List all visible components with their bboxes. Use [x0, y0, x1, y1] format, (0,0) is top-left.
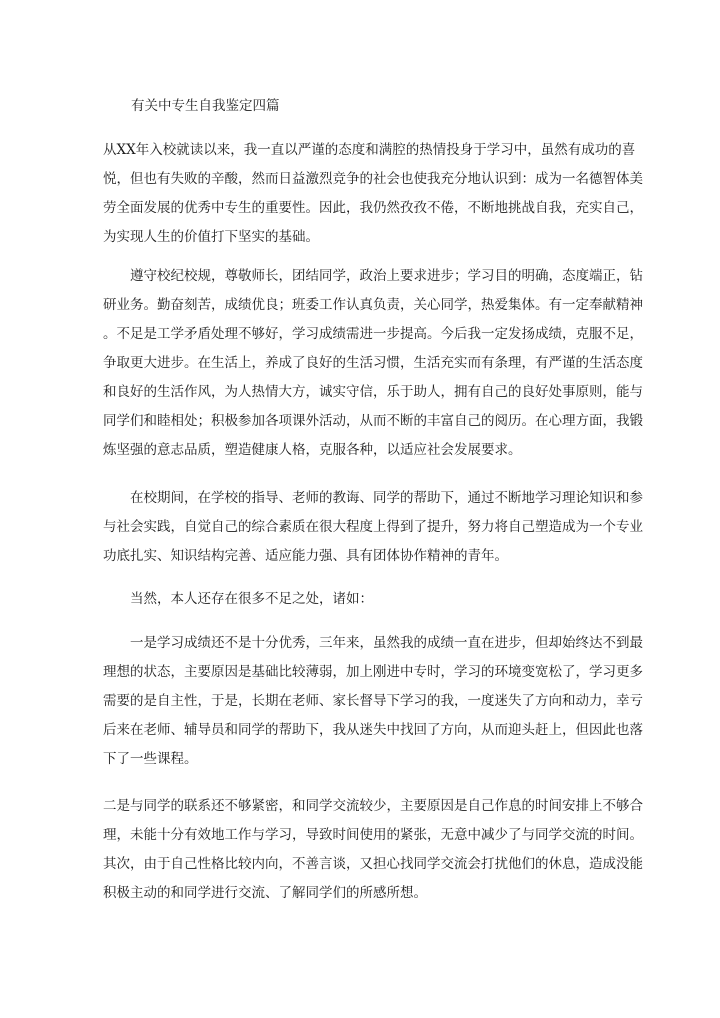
- text-line: 需要的是自主性，于是，长期在老师、家长督导下学习的我，一度迷失了方向和动力，幸亏: [103, 693, 643, 709]
- text-line: 同学们和睦相处；积极参加各项课外活动，从而不断的丰富自己的阅历。在心理方面，我锻: [103, 413, 643, 429]
- text-line: 当然，本人还存在很多不足之处，诸如：: [103, 591, 373, 607]
- text-line: 其次，由于自己性格比较内向，不善言谈，又担心找同学交流会打扰他们的休息，造成没能: [103, 856, 643, 872]
- text-line: 研业务。勤奋刻苦，成绩优良；班委工作认真负责，关心同学，热爱集体。有一定奉献精神: [103, 297, 643, 313]
- text-line: 功底扎实、知识结构完善、适应能力强、具有团体协作精神的青年。: [103, 548, 508, 564]
- text-line: 悦，但也有失败的辛酸，然而日益激烈竞争的社会也使我充分地认识到：成为一名德智体美: [103, 171, 643, 187]
- text-line: 在校期间，在学校的指导、老师的教诲、同学的帮助下，通过不断地学习理论知识和参: [103, 490, 643, 506]
- text-line: 二是与同学的联系还不够紧密，和同学交流较少，主要原因是自己作息的时间安排上不够合: [103, 798, 643, 814]
- paragraph-shortcomings-intro: [103, 585, 624, 614]
- text-line: 一是学习成绩还不是十分优秀，三年来，虽然我的成绩一直在进步，但却始终达不到最: [103, 635, 643, 651]
- text-line: 和良好的生活作风，为人热情大方，诚实守信，乐于助人，拥有自己的良好处事原则，能与: [103, 384, 643, 400]
- text-line: 炼坚强的意志品质，塑造健康人格，克服各种，以适应社会发展要求。: [103, 442, 522, 458]
- text-line: 积极主动的和同学进行交流、了解同学们的所感所想。: [103, 885, 427, 901]
- text-line: 为实现人生的价值打下坚实的基础。: [103, 229, 319, 245]
- paragraph-shortcoming-two: [103, 792, 643, 908]
- paragraph-shortcoming-one: [103, 629, 643, 774]
- text-line: 劳全面发展的优秀中专生的重要性。因此，我仍然孜孜不倦，不断地挑战自我，充实自己，: [103, 200, 643, 216]
- text-line: 争取更大进步。在生活上，养成了良好的生活习惯，生活充实而有条理，有严谨的生活态度: [103, 355, 643, 371]
- paragraph-school-period: [103, 484, 643, 571]
- text-line: 后来在老师、辅导员和同学的帮助下，我从迷失中找回了方向，从而迎头赶上，但因此也落: [103, 722, 643, 738]
- text-line: 下了一些课程。: [103, 751, 198, 767]
- paragraph-intro: [103, 136, 643, 252]
- text-line: 与社会实践，自觉自己的综合素质在很大程度上得到了提升，努力将自己塑造成为一个专业: [103, 519, 643, 535]
- text-line: 。不足是工学矛盾处理不够好，学习成绩需进一步提高。今后我一定发扬成绩，克服不足，: [103, 326, 643, 342]
- text-line: 理想的状态，主要原因是基础比较薄弱，加上刚进中专时，学习的环境变宽松了，学习更多: [103, 664, 643, 680]
- text-line: 遵守校纪校规，尊敬师长，团结同学，政治上要求进步；学习目的明确，态度端正，钻: [103, 268, 643, 284]
- text-line: 理，未能十分有效地工作与学习，导致时间使用的紧张，无意中减少了与同学交流的时间。: [103, 827, 643, 843]
- text-line: 从XX年入校就读以来，我一直以严谨的态度和满腔的热情投身于学习中，虽然有成功的喜: [103, 142, 636, 158]
- document-title: 有关中专生自我鉴定四篇: [131, 98, 280, 114]
- paragraph-conduct: [103, 262, 643, 465]
